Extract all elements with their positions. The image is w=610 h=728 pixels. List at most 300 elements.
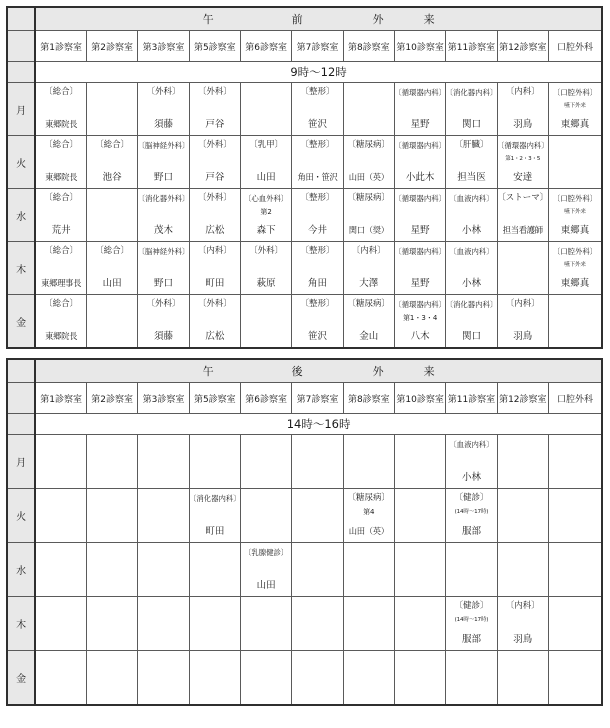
room-header-9: 第11診察室	[446, 31, 497, 62]
department-label: 〔外科〕	[197, 299, 232, 309]
schedule-cell[interactable]	[343, 435, 394, 489]
schedule-cell[interactable]	[240, 189, 291, 242]
cell-content	[292, 435, 342, 488]
department-label: 〔肝臓〕	[454, 140, 489, 150]
time-range-label: 9時〜12時	[35, 62, 602, 83]
schedule-cell[interactable]	[446, 242, 497, 295]
doctor-name: 池谷	[102, 172, 122, 183]
cell-content	[190, 189, 240, 241]
schedule-cell[interactable]	[292, 83, 343, 136]
room-header-row	[7, 383, 602, 414]
schedule-cell[interactable]	[394, 597, 445, 651]
schedule-cell[interactable]	[87, 597, 138, 651]
schedule-cell[interactable]	[189, 543, 240, 597]
department-label: 〔内科〕	[197, 246, 232, 256]
schedule-cell[interactable]	[35, 295, 86, 349]
doctor-name: 今井	[307, 225, 327, 236]
schedule-row	[7, 136, 602, 189]
schedule-cell[interactable]	[343, 189, 394, 242]
doctor-name: 安達	[513, 172, 533, 183]
schedule-cell[interactable]	[87, 651, 138, 706]
schedule-cell[interactable]	[394, 435, 445, 489]
schedule-row	[7, 543, 602, 597]
schedule-cell[interactable]	[35, 83, 86, 136]
schedule-cell[interactable]	[189, 242, 240, 295]
cell-note: (14時〜17時)	[454, 617, 489, 623]
doctor-name: 東郷院長	[45, 172, 78, 182]
cell-content	[292, 489, 342, 542]
schedule-cell[interactable]	[35, 651, 86, 706]
band-word-w3: 外	[372, 365, 384, 378]
schedule-cell[interactable]	[35, 597, 86, 651]
schedule-cell[interactable]	[35, 189, 86, 242]
day-label: 金	[7, 651, 35, 706]
day-label: 火	[7, 136, 35, 189]
schedule-cell[interactable]	[240, 651, 291, 706]
department-label: 〔消化器内科〕	[445, 88, 498, 97]
time-row	[7, 414, 602, 435]
cell-content	[292, 83, 342, 135]
cell-content	[395, 435, 445, 488]
schedule-cell[interactable]	[138, 242, 189, 295]
room-header-11: 口腔外科	[548, 383, 602, 414]
cell-content	[498, 242, 548, 294]
schedule-cell[interactable]	[292, 489, 343, 543]
schedule-cell[interactable]	[138, 435, 189, 489]
cell-content	[241, 242, 291, 294]
department-label: 〔総合〕	[95, 140, 130, 150]
doctor-name: 荒井	[51, 225, 71, 236]
schedule-cell[interactable]	[240, 83, 291, 136]
schedule-cell[interactable]	[292, 242, 343, 295]
department-label: 〔血液内科〕	[449, 440, 494, 449]
day-label: 木	[7, 242, 35, 295]
department-label: 〔ストーマ〕	[497, 193, 549, 203]
cell-content	[395, 295, 445, 347]
room-header-6: 第7診察室	[292, 31, 343, 62]
cell-note: 嚥下外来	[564, 209, 586, 215]
band-word-w2: 前	[291, 13, 303, 26]
schedule-cell[interactable]	[446, 83, 497, 136]
schedule-cell[interactable]	[497, 83, 548, 136]
cell-content	[36, 597, 86, 650]
cell-note: 第1・2・3・5	[505, 156, 541, 162]
cell-content	[190, 435, 240, 488]
schedule-cell[interactable]	[394, 136, 445, 189]
cell-content	[395, 136, 445, 188]
cell-content	[87, 489, 137, 542]
schedule-cell[interactable]	[292, 597, 343, 651]
day-label: 金	[7, 295, 35, 349]
doctor-name: 山田（英）	[348, 172, 389, 182]
doctor-name: 星野	[410, 278, 430, 289]
cell-content	[190, 136, 240, 188]
department-label: 〔外科〕	[197, 193, 232, 203]
schedule-row	[7, 189, 602, 242]
schedule-cell[interactable]	[548, 435, 602, 489]
department-label: 〔内科〕	[505, 299, 540, 309]
schedule-cell[interactable]	[189, 136, 240, 189]
cell-content	[241, 189, 291, 241]
cell-content	[241, 543, 291, 596]
schedule-row	[7, 489, 602, 543]
doctor-name: 羽鳥	[513, 119, 533, 130]
schedule-cell[interactable]	[497, 295, 548, 349]
schedule-cell[interactable]	[189, 435, 240, 489]
cell-content	[446, 435, 496, 488]
department-label: 〔循環器内科〕	[394, 88, 447, 97]
doctor-name: 広松	[205, 225, 225, 236]
schedule-cell[interactable]	[446, 489, 497, 543]
cell-content	[344, 83, 394, 135]
doctor-name: 野口	[153, 172, 173, 183]
band-corner-cell	[7, 359, 35, 383]
department-label: 〔循環器内科〕	[394, 300, 447, 309]
room-header-5: 第6診察室	[240, 383, 291, 414]
schedule-cell[interactable]	[497, 189, 548, 242]
doctor-name: 角田・笹沢	[297, 172, 338, 182]
schedule-cell[interactable]	[240, 136, 291, 189]
schedule-cell[interactable]	[548, 295, 602, 349]
schedule-cell[interactable]	[292, 136, 343, 189]
department-label: 〔循環器内科〕	[394, 194, 447, 203]
cell-content	[549, 83, 601, 135]
cell-note: 嚥下外来	[564, 262, 586, 268]
band-word-w3: 外	[372, 13, 384, 26]
schedule-cell[interactable]	[189, 597, 240, 651]
schedule-cell[interactable]	[497, 651, 548, 706]
schedule-cell[interactable]	[548, 489, 602, 543]
doctor-name: 小林	[461, 225, 481, 236]
cell-content	[395, 489, 445, 542]
department-label: 〔口腔外科〕	[552, 88, 598, 97]
schedule-cell[interactable]	[343, 295, 394, 349]
schedule-row	[7, 83, 602, 136]
cell-content	[446, 295, 496, 347]
doctor-name: 萩原	[256, 278, 276, 289]
department-label: 〔内科〕	[351, 246, 386, 256]
cell-content	[549, 435, 601, 488]
cell-content	[395, 242, 445, 294]
schedule-cell[interactable]	[87, 83, 138, 136]
cell-note: 嚥下外来	[564, 103, 586, 109]
schedule-cell[interactable]	[497, 242, 548, 295]
day-label: 水	[7, 189, 35, 242]
schedule-cell[interactable]	[240, 597, 291, 651]
doctor-name: 野口	[153, 278, 173, 289]
schedule-cell[interactable]	[138, 295, 189, 349]
room-header-11: 口腔外科	[548, 31, 602, 62]
cell-content	[292, 543, 342, 596]
cell-content	[36, 242, 86, 294]
cell-content	[36, 543, 86, 596]
doctor-name: 羽鳥	[513, 634, 533, 645]
doctor-name: 町田	[205, 526, 225, 537]
department-label: 〔循環器内科〕	[496, 141, 549, 150]
cell-content	[36, 435, 86, 488]
schedule-cell[interactable]	[87, 189, 138, 242]
schedule-cell[interactable]	[87, 242, 138, 295]
schedule-cell[interactable]	[138, 543, 189, 597]
schedule-cell[interactable]	[292, 651, 343, 706]
schedule-cell[interactable]	[189, 651, 240, 706]
department-label: 〔乳甲〕	[249, 140, 284, 150]
cell-content	[292, 242, 342, 294]
schedule-cell[interactable]	[446, 136, 497, 189]
cell-content	[36, 651, 86, 704]
doctor-name: 広松	[205, 331, 225, 342]
schedule-cell[interactable]	[138, 597, 189, 651]
room-header-4: 第5診察室	[189, 383, 240, 414]
schedule-cell[interactable]	[394, 489, 445, 543]
schedule-cell[interactable]	[35, 489, 86, 543]
doctor-name: 山田	[256, 172, 276, 183]
schedule-cell[interactable]	[138, 651, 189, 706]
schedule-cell[interactable]	[446, 189, 497, 242]
cell-content	[241, 597, 291, 650]
cell-content	[549, 543, 601, 596]
schedule-cell[interactable]	[446, 295, 497, 349]
cell-content	[190, 295, 240, 347]
room-header-9: 第11診察室	[446, 383, 497, 414]
schedule-cell[interactable]	[548, 543, 602, 597]
cell-content	[498, 136, 548, 188]
cell-content	[498, 83, 548, 135]
department-label: 〔整形〕	[300, 246, 335, 256]
doctor-name: 星野	[410, 225, 430, 236]
department-label: 〔消化器内科〕	[445, 300, 498, 309]
cell-content	[190, 489, 240, 542]
schedule-cell[interactable]	[35, 242, 86, 295]
doctor-name: 小林	[461, 472, 481, 483]
department-label: 〔内科〕	[505, 87, 540, 97]
cell-content	[138, 597, 188, 650]
doctor-name: 小此木	[405, 172, 435, 183]
doctor-name: 山田	[256, 580, 276, 591]
room-header-corner-cell	[7, 31, 35, 62]
department-label: 〔外科〕	[146, 87, 181, 97]
cell-content	[241, 489, 291, 542]
cell-content	[241, 651, 291, 704]
schedule-cell[interactable]	[35, 543, 86, 597]
cell-content	[446, 136, 496, 188]
room-header-1: 第1診察室	[35, 383, 86, 414]
cell-content	[292, 189, 342, 241]
schedule-cell[interactable]	[394, 189, 445, 242]
cell-content	[87, 295, 137, 347]
cell-content	[190, 651, 240, 704]
schedule-cell[interactable]	[394, 242, 445, 295]
room-header-7: 第8診察室	[343, 31, 394, 62]
schedule-cell[interactable]	[292, 189, 343, 242]
schedule-cell[interactable]	[394, 295, 445, 349]
schedule-row	[7, 295, 602, 349]
cell-content	[446, 242, 496, 294]
cell-content	[138, 83, 188, 135]
schedule-cell[interactable]	[240, 295, 291, 349]
schedule-cell[interactable]	[189, 489, 240, 543]
schedule-cell[interactable]	[394, 83, 445, 136]
department-label: 〔整形〕	[300, 299, 335, 309]
doctor-name: 東郷真	[560, 278, 590, 289]
schedule-cell[interactable]	[138, 189, 189, 242]
schedule-cell[interactable]	[87, 489, 138, 543]
schedule-cell[interactable]	[240, 543, 291, 597]
room-header-8: 第10診察室	[394, 383, 445, 414]
cell-content	[395, 651, 445, 704]
cell-content	[138, 136, 188, 188]
schedule-cell[interactable]	[446, 651, 497, 706]
schedule-cell[interactable]	[87, 295, 138, 349]
schedule-cell[interactable]	[548, 242, 602, 295]
cell-content	[138, 189, 188, 241]
department-label: 〔心血外科〕	[243, 194, 289, 203]
doctor-name: 須藤	[153, 331, 173, 342]
schedule-cell[interactable]	[87, 136, 138, 189]
doctor-name: 担当医	[457, 172, 486, 183]
room-header-2: 第2診察室	[87, 31, 138, 62]
department-label: 〔総合〕	[44, 87, 79, 97]
band-row	[7, 359, 602, 383]
doctor-name: 服部	[461, 634, 481, 645]
schedule-cell[interactable]	[292, 543, 343, 597]
day-label: 水	[7, 543, 35, 597]
schedule-cell[interactable]	[343, 136, 394, 189]
cell-content	[446, 83, 496, 135]
department-label: 〔外科〕	[249, 246, 284, 256]
doctor-name: 笹沢	[307, 331, 327, 342]
schedule-cell[interactable]	[548, 83, 602, 136]
day-label: 月	[7, 435, 35, 489]
schedule-cell[interactable]	[138, 136, 189, 189]
schedule-cell[interactable]	[189, 189, 240, 242]
schedule-cell[interactable]	[189, 295, 240, 349]
schedule-cell[interactable]	[292, 295, 343, 349]
doctor-name: 東郷院長	[45, 119, 78, 129]
doctor-name: 担当看護師	[502, 225, 543, 235]
cell-content	[446, 489, 496, 542]
schedule-cell[interactable]	[343, 83, 394, 136]
schedule-cell[interactable]	[87, 543, 138, 597]
schedule-cell[interactable]	[446, 597, 497, 651]
cell-content	[87, 597, 137, 650]
schedule-cell[interactable]	[497, 489, 548, 543]
cell-content	[138, 435, 188, 488]
band-word-w1: 午	[202, 13, 214, 26]
department-label: 〔消化器外科〕	[137, 194, 190, 203]
cell-content	[498, 597, 548, 650]
doctor-name: 大澤	[359, 278, 379, 289]
cell-content	[190, 83, 240, 135]
cell-content	[138, 651, 188, 704]
schedule-cell[interactable]	[497, 543, 548, 597]
doctor-name: 戸谷	[205, 172, 225, 183]
cell-content	[395, 597, 445, 650]
schedule-cell[interactable]	[343, 242, 394, 295]
schedule-cell[interactable]	[87, 435, 138, 489]
schedule-cell[interactable]	[497, 136, 548, 189]
department-label: 〔口腔外科〕	[552, 247, 598, 256]
cell-content	[344, 597, 394, 650]
cell-content	[549, 189, 601, 241]
department-label: 〔口腔外科〕	[552, 194, 598, 203]
room-header-1: 第1診察室	[35, 31, 86, 62]
cell-content	[190, 543, 240, 596]
department-label: 〔外科〕	[197, 87, 232, 97]
schedule-cell[interactable]	[497, 597, 548, 651]
doctor-name: 東郷理事長	[41, 278, 82, 288]
schedule-cell[interactable]	[548, 136, 602, 189]
schedule-cell[interactable]	[138, 489, 189, 543]
time-row-corner-cell	[7, 414, 35, 435]
cell-content	[138, 543, 188, 596]
department-label: 〔内科〕	[505, 601, 540, 611]
room-header-6: 第7診察室	[292, 383, 343, 414]
cell-content	[549, 242, 601, 294]
schedule-cell[interactable]	[548, 189, 602, 242]
department-label: 〔健診〕	[454, 601, 489, 611]
doctor-name: 角田	[307, 278, 327, 289]
schedule-cell[interactable]	[240, 489, 291, 543]
cell-content	[292, 597, 342, 650]
doctor-name: 関口	[461, 119, 481, 130]
schedule-cell[interactable]	[343, 597, 394, 651]
schedule-cell[interactable]	[394, 651, 445, 706]
cell-content	[241, 136, 291, 188]
department-label: 〔総合〕	[44, 299, 79, 309]
doctor-name: 金山	[359, 331, 379, 342]
cell-content	[36, 189, 86, 241]
schedule-cell[interactable]	[343, 489, 394, 543]
schedule-cell[interactable]	[343, 543, 394, 597]
cell-content	[36, 83, 86, 135]
cell-content	[36, 295, 86, 347]
cell-content	[87, 136, 137, 188]
cell-content	[549, 651, 601, 704]
cell-content	[36, 489, 86, 542]
doctor-name: 羽鳥	[513, 331, 533, 342]
schedule-cell[interactable]	[292, 435, 343, 489]
schedule-cell[interactable]	[240, 242, 291, 295]
schedule-row	[7, 242, 602, 295]
doctor-name: 森下	[256, 225, 276, 236]
cell-content	[190, 242, 240, 294]
schedule-cell[interactable]	[446, 435, 497, 489]
cell-content	[498, 189, 548, 241]
schedule-cell[interactable]	[343, 651, 394, 706]
schedule-cell[interactable]	[548, 651, 602, 706]
schedule-tables-container	[6, 6, 604, 706]
schedule-cell[interactable]	[446, 543, 497, 597]
room-header-3: 第3診察室	[138, 383, 189, 414]
cell-content	[549, 136, 601, 188]
band-title-cell	[35, 7, 602, 31]
department-label: 〔総合〕	[44, 193, 79, 203]
department-label: 〔糖尿病〕	[347, 299, 391, 309]
schedule-cell[interactable]	[35, 435, 86, 489]
cell-note: 第1・3・4	[402, 314, 438, 322]
schedule-cell[interactable]	[138, 83, 189, 136]
schedule-cell[interactable]	[189, 83, 240, 136]
department-label: 〔乳腺健診〕	[243, 548, 289, 557]
schedule-cell[interactable]	[497, 435, 548, 489]
cell-content	[87, 83, 137, 135]
schedule-cell[interactable]	[35, 136, 86, 189]
schedule-cell[interactable]	[548, 597, 602, 651]
department-label: 〔糖尿病〕	[347, 193, 391, 203]
schedule-cell[interactable]	[240, 435, 291, 489]
schedule-cell[interactable]	[394, 543, 445, 597]
